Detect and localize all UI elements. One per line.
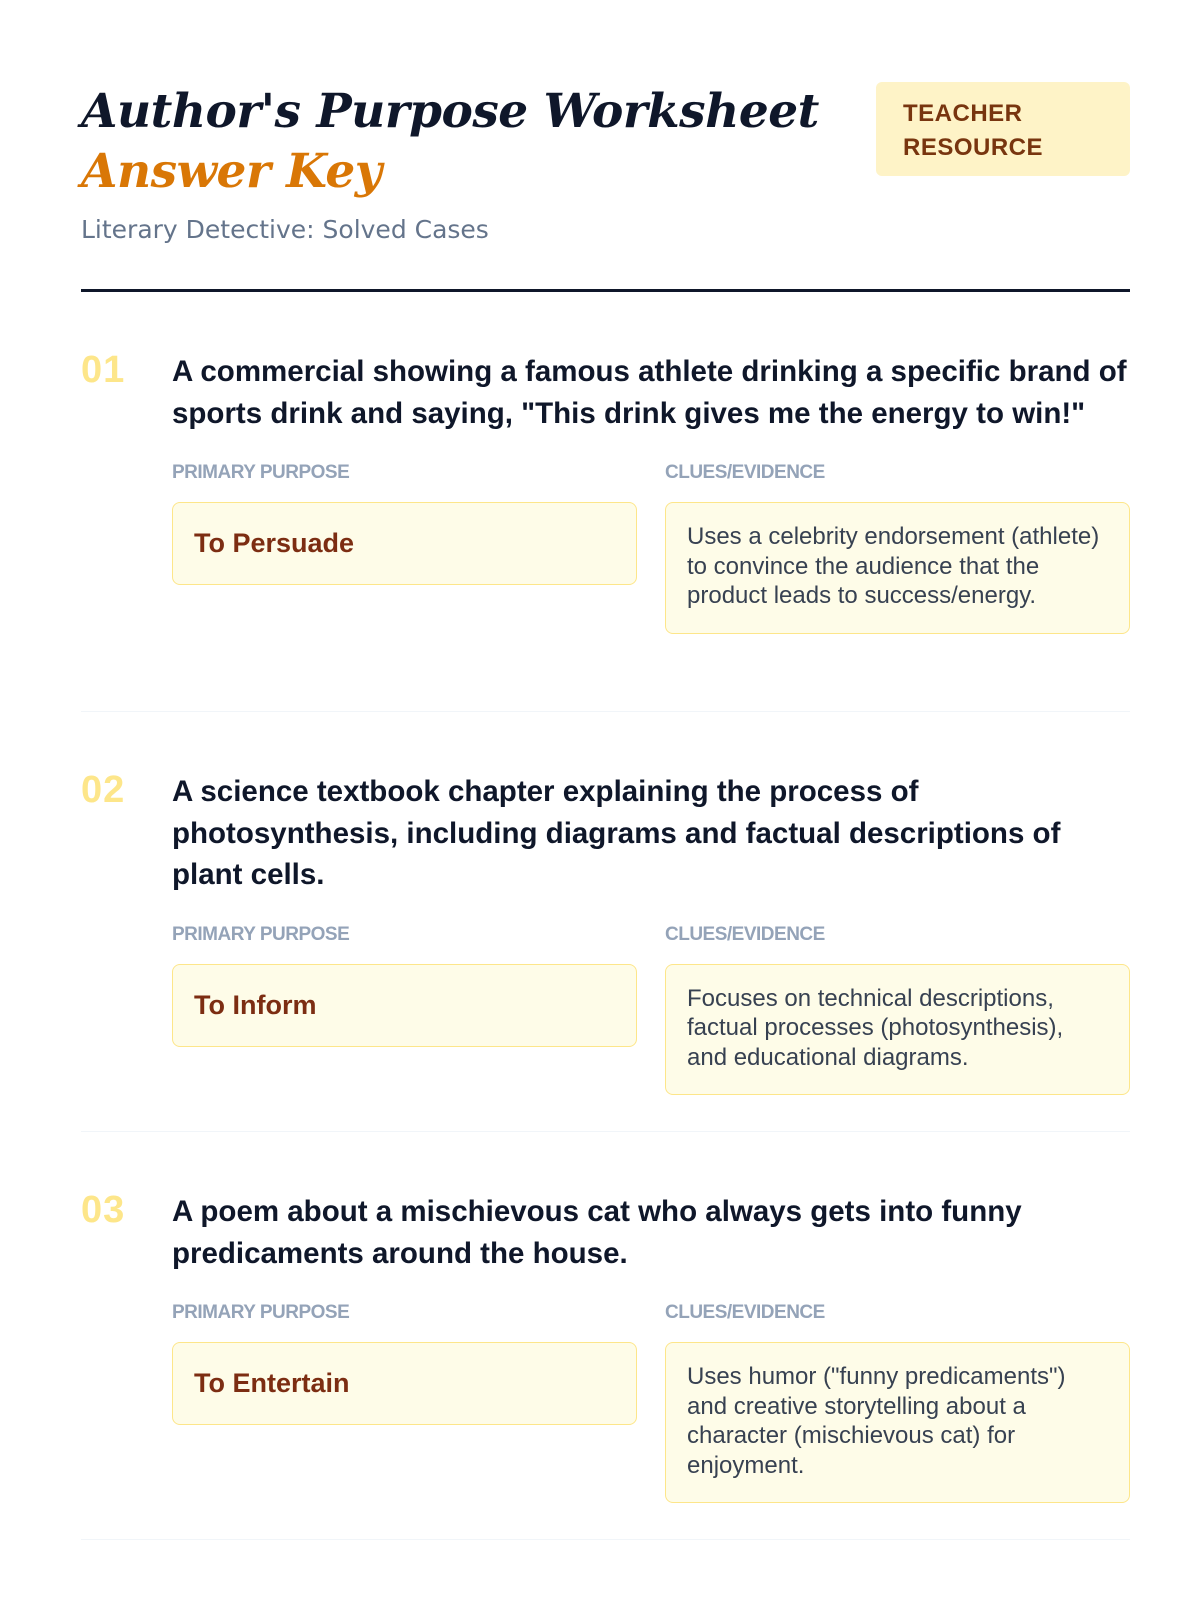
evidence-column [665,923,1130,1096]
purpose-label: PRIMARY PURPOSE [172,923,350,945]
worksheet-page [81,0,1130,1600]
case-number: 03 [81,1189,126,1231]
evidence-answer-box: Uses a celebrity endorsement (athlete) to convince the audience that the product leads to success/energy. [665,502,1130,634]
evidence-column [665,1301,1130,1503]
evidence-label: CLUES/EVIDENCE [665,462,825,483]
evidence-answer-box: Uses humor ("funny predicaments") and creative storytelling about a character (mischievous cat) for enjoyment. [665,1342,1130,1503]
purpose-column [172,461,637,634]
purpose-column [172,923,637,1096]
page-subtitle: Literary Detective: Solved Cases [81,215,489,244]
teacher-resource-badge [876,82,1130,176]
case-card [81,712,1130,1132]
purpose-column [172,1301,637,1503]
purpose-label: PRIMARY PURPOSE [172,1302,350,1323]
worksheet-header [81,0,1130,292]
case-body [172,771,1130,1095]
page-title: Author's Purpose Worksheet [81,84,819,139]
case-columns [172,923,1130,1096]
badge-line-2: RESOURCE [903,134,1044,161]
case-number: 02 [81,769,126,811]
case-card [81,1132,1130,1540]
page-title-accent: Answer Key [81,144,382,199]
title-block [81,82,819,246]
case-scenario: A science textbook chapter explaining the process of photosynthesis, including diagrams and factual descriptions of plant cells. [172,775,1061,891]
purpose-answer-box: To Persuade [172,502,637,585]
case-scenario: A poem about a mischievous cat who always gets into funny predicaments around the house. [172,1195,1022,1270]
evidence-column [665,461,1130,634]
case-columns [172,461,1130,634]
case-body [172,1191,1130,1503]
case-columns [172,1301,1130,1503]
case-scenario: A commercial showing a famous athlete drinking a specific brand of sports drink and saying, "This drink gives me the energy to win!" [172,355,1127,430]
evidence-answer-box: Focuses on technical descriptions, factual processes (photosynthesis), and educational diagrams. [665,964,1130,1096]
case-number: 01 [81,349,126,391]
purpose-answer-box: To Inform [172,964,637,1047]
case-body [172,351,1130,634]
evidence-label: CLUES/EVIDENCE [665,1302,825,1323]
case-card [81,292,1130,712]
evidence-label: CLUES/EVIDENCE [665,923,825,945]
badge-line-1: TEACHER [903,100,1023,127]
purpose-answer-box: To Entertain [172,1342,637,1425]
purpose-label: PRIMARY PURPOSE [172,462,350,483]
